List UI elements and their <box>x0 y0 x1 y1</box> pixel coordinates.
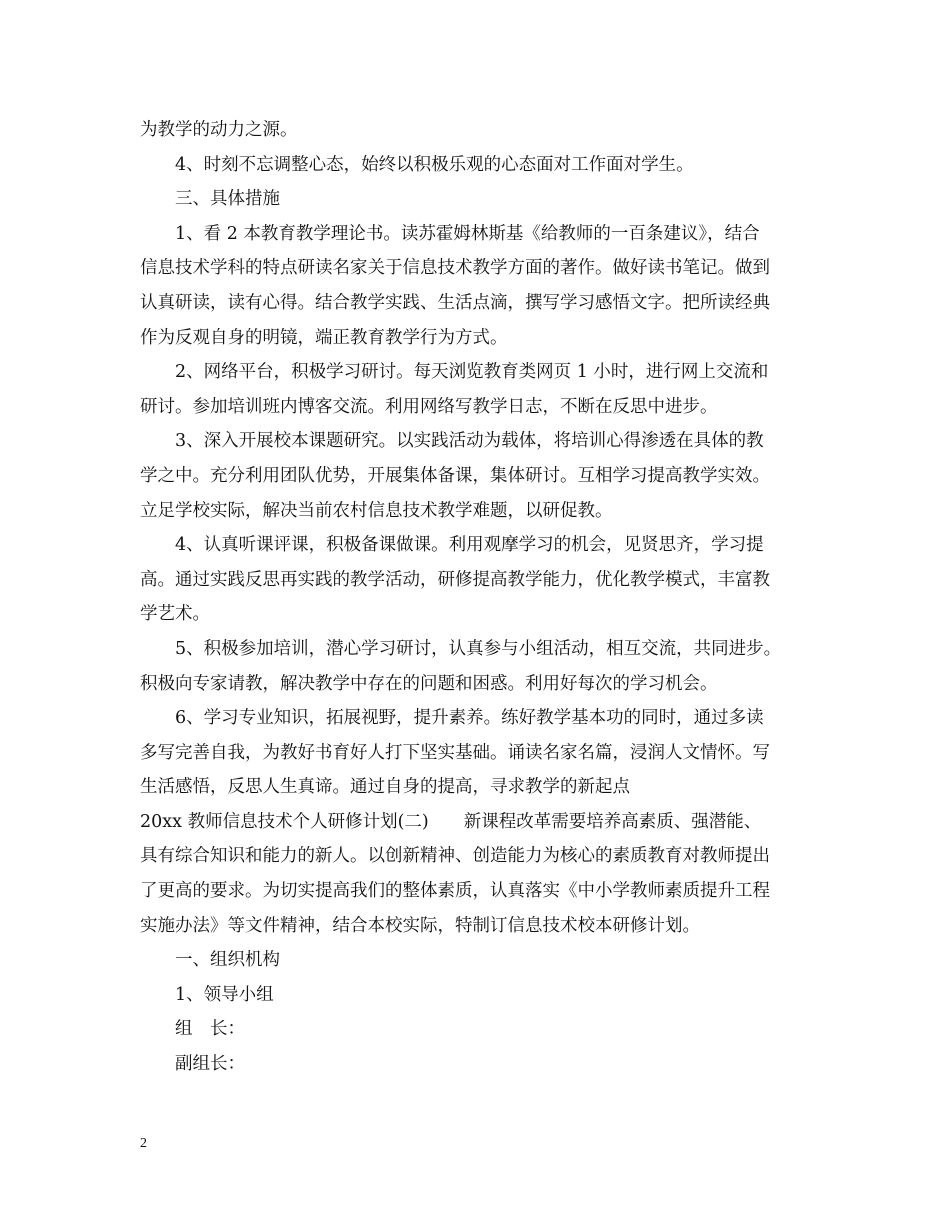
text-line: 5、积极参加培训，潜心学习研讨，认真参与小组活动，相互交流，共同进步。 <box>175 638 782 659</box>
text-line: 信息技术学科的特点研读名家关于信息技术教学方面的著作。做好读书笔记。做到 <box>140 258 770 279</box>
text-line: 1、看 2 本教育教学理论书。读苏霍姆林斯基《给教师的一百条建议》，结合 <box>175 223 760 244</box>
text-line: 作为反观自身的明镜，端正教育教学行为方式。 <box>140 327 508 348</box>
text-line: 三、具体措施 <box>175 189 280 210</box>
text-line: 为教学的动力之源。 <box>140 120 298 140</box>
text-line: 立足学校实际，解决当前农村信息技术教学难题，以研促教。 <box>140 500 613 521</box>
text-line: 3、深入开展校本课题研究。以实践活动为载体，将培训心得渗透在具体的教 <box>175 431 764 452</box>
text-line: 实施办法》等文件精神，结合本校实际，特制订信息技术校本研修计划。 <box>140 915 700 936</box>
text-line: 组 长： <box>175 1019 245 1040</box>
document-body <box>140 113 820 1082</box>
text-line: 高。通过实践反思再实践的教学活动，研修提高教学能力，优化教学模式，丰富教 <box>140 569 770 590</box>
text-line: 1、领导小组 <box>175 984 274 1005</box>
text-line: 多写完善自我，为教好书育好人打下坚实基础。诵读名家名篇，浸润人文情怀。写 <box>140 742 770 763</box>
text-line: 研讨。参加培训班内博客交流。利用网络写教学日志，不断在反思中进步。 <box>140 396 718 417</box>
text-line: 4、认真听课评课，积极备课做课。利用观摩学习的机会，见贤思齐，学习提 <box>175 535 764 556</box>
page-number: 2 <box>140 1136 147 1151</box>
text-line: 一、组织机构 <box>175 950 280 971</box>
text-line: 生活感悟，反思人生真谛。通过自身的提高，寻求教学的新起点 <box>140 777 630 798</box>
text-line: 学艺术。 <box>140 604 210 625</box>
text-line: 了更高的要求。为切实提高我们的整体素质，认真落实《中小学教师素质提升工程 <box>140 881 770 902</box>
text-line: 2、网络平台，积极学习研讨。每天浏览教育类网页 1 小时，进行网上交流和 <box>175 362 769 383</box>
text-line: 4、时刻不忘调整心态，始终以积极乐观的心态面对工作面对学生。 <box>175 154 694 175</box>
text-line: 具有综合知识和能力的新人。以创新精神、创造能力为核心的素质教育对教师提出 <box>140 846 770 867</box>
text-line: 认真研读，读有心得。结合教学实践、生活点滴，撰写学习感悟文字。把所读经典 <box>140 292 770 313</box>
text-line: 20xx 教师信息技术个人研修计划(二) 新课程改革需要培养高素质、强潜能、 <box>140 811 762 832</box>
text-line: 学之中。充分利用团队优势，开展集体备课，集体研讨。互相学习提高教学实效。 <box>140 465 770 486</box>
text-line: 积极向专家请教，解决教学中存在的问题和困惑。利用好每次的学习机会。 <box>140 673 718 694</box>
text-line: 6、学习专业知识，拓展视野，提升素养。练好教学基本功的同时，通过多读 <box>175 708 764 729</box>
text-line: 副组长： <box>175 1054 245 1075</box>
